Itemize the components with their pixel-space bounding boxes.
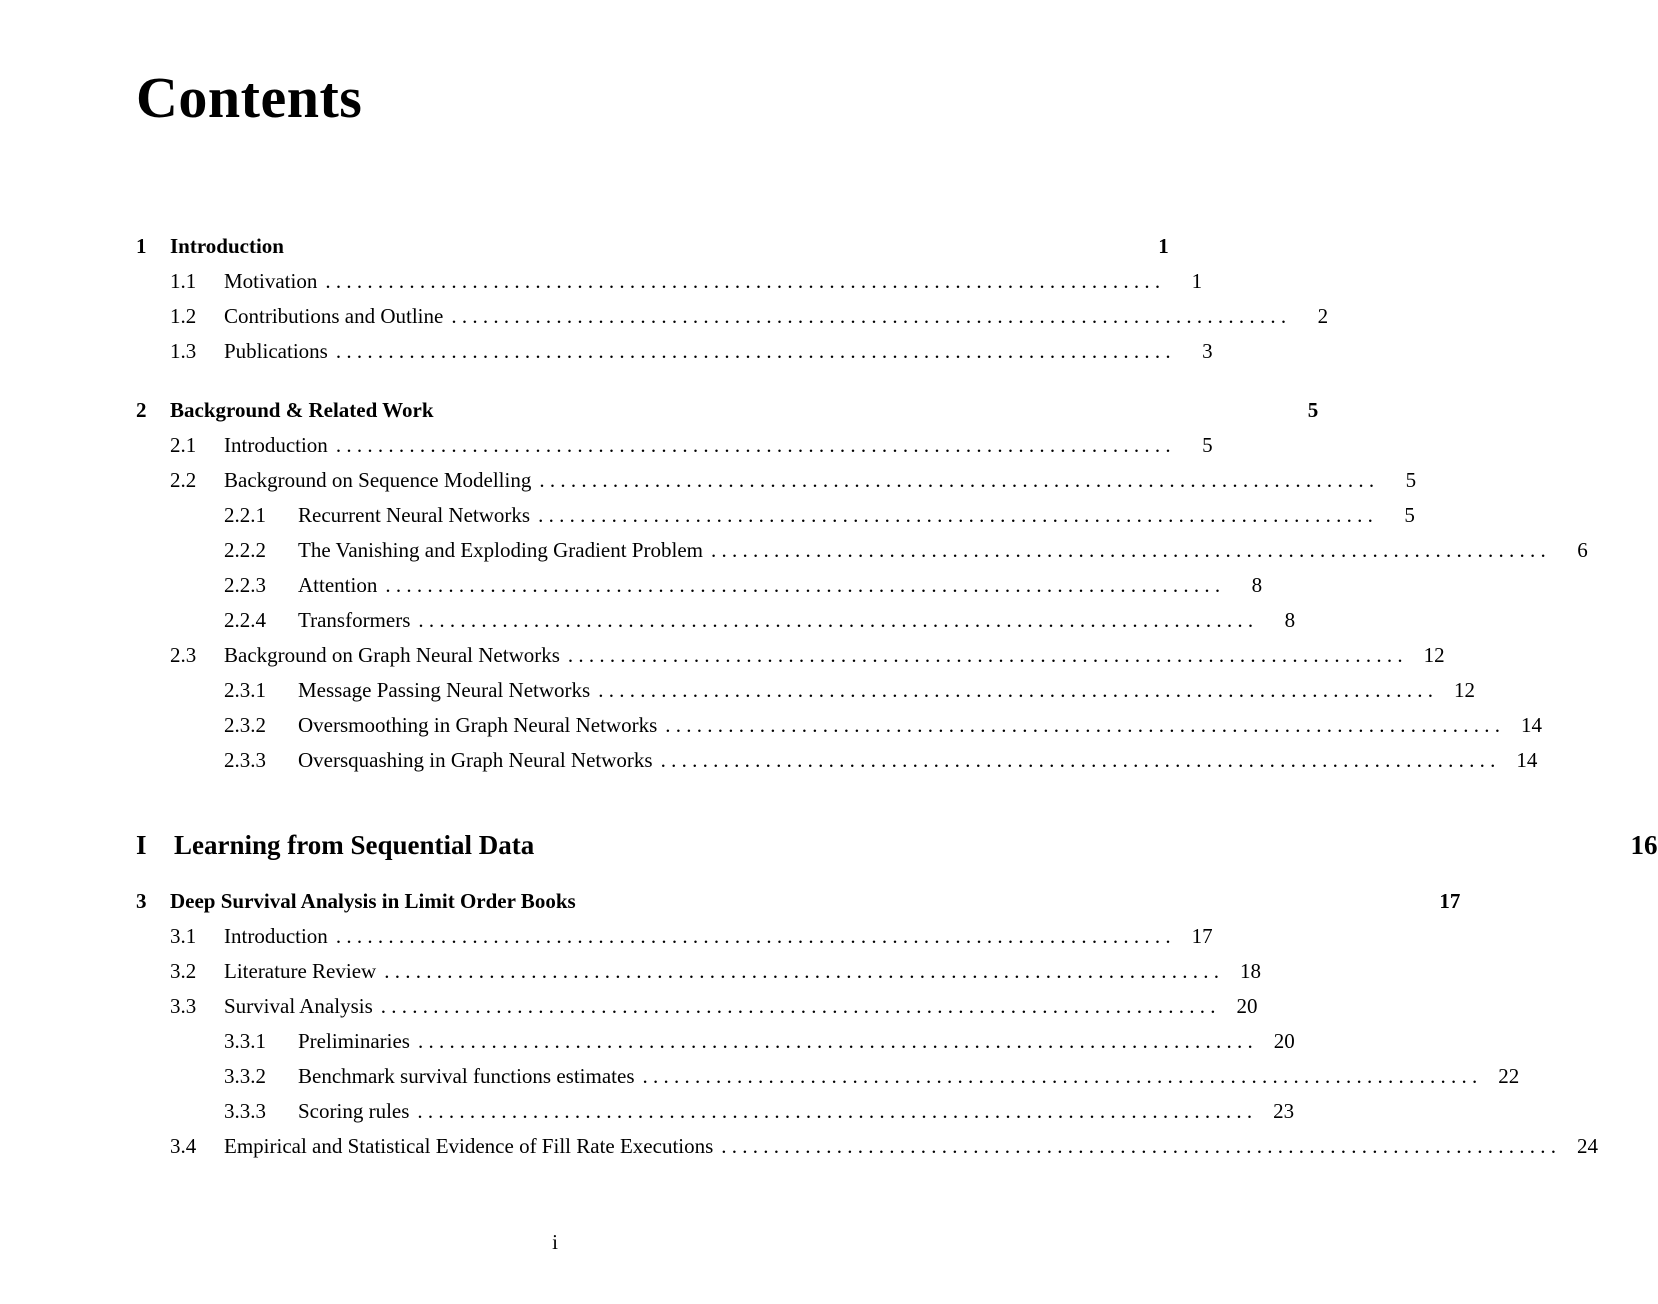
- toc-section-entry[interactable]: [136, 428, 1213, 463]
- entry-title: Background & Related Work: [170, 398, 434, 422]
- toc-subsection-entry[interactable]: [136, 533, 1588, 568]
- entry-title: Motivation: [224, 269, 318, 293]
- toc-subsection-entry[interactable]: [136, 743, 1538, 778]
- entry-title: Introduction: [170, 234, 284, 258]
- entry-number: 3.4: [170, 1134, 197, 1158]
- entry-number: 2: [136, 398, 147, 422]
- toc-section-entry[interactable]: [136, 264, 1203, 299]
- toc-subsection-entry[interactable]: [136, 498, 1415, 533]
- toc-section-entry[interactable]: [136, 463, 1417, 498]
- entry-title: Introduction: [224, 433, 328, 457]
- dot-leader: . . . . . . . . . . . . . . . . . . . . . . . . . . . . . . . . . . . . . . . . . . . . . . . . . . . . . . . . . . . . . . . . . . . . . . . . . . . . . . . .: [335, 433, 1171, 457]
- entry-number: 3.3.3: [224, 1099, 266, 1123]
- dot-leader: . . . . . . . . . . . . . . . . . . . . . . . . . . . . . . . . . . . . . . . . . . . . . . . . . . . . . . . . . . . . . . . . . . . . . . . . . . . . . . . .: [710, 538, 1546, 562]
- dot-leader: . . . . . . . . . . . . . . . . . . . . . . . . . . . . . . . . . . . . . . . . . . . . . . . . . . . . . . . . . . . . . . . . . . . . . . . . . . . . . . . .: [539, 468, 1375, 492]
- entry-page-number: 17: [1439, 889, 1461, 913]
- entry-number: 2.2.3: [224, 573, 266, 597]
- dot-leader: . . . . . . . . . . . . . . . . . . . . . . . . . . . . . . . . . . . . . . . . . . . . . . . . . . . . . . . . . . . . . . . . . . . . . . . . . . . . . . . .: [384, 959, 1219, 983]
- toc-subsection-entry[interactable]: [136, 1094, 1295, 1129]
- entry-title: Learning from Sequential Data: [174, 830, 535, 860]
- entry-page-number: 14: [1516, 748, 1538, 772]
- toc-section-entry[interactable]: [136, 954, 1261, 989]
- entry-page-number: 1: [1191, 269, 1203, 293]
- dot-leader: . . . . . . . . . . . . . . . . . . . . . . . . . . . . . . . . . . . . . . . . . . . . . . . . . . . . . . . . . . . . . . . . . . . . . . . . . . . . . . . .: [335, 339, 1171, 363]
- dot-leader: . . . . . . . . . . . . . . . . . . . . . . . . . . . . . . . . . . . . . . . . . . . . . . . . . . . . . . . . . . . . . . . . . . . . . . . . . . . . . . . .: [335, 924, 1171, 948]
- entry-page-number: 14: [1521, 713, 1543, 737]
- entry-number: 1: [136, 234, 147, 258]
- toc-section-entry[interactable]: [136, 989, 1258, 1024]
- toc-chapter-entry[interactable]: [136, 229, 1169, 264]
- table-of-contents: [136, 229, 1658, 1164]
- entry-page-number: 18: [1239, 959, 1261, 983]
- dot-leader: . . . . . . . . . . . . . . . . . . . . . . . . . . . . . . . . . . . . . . . . . . . . . . . . . . . . . . . . . . . . . . . . . . . . . . . . . . . . . . . .: [660, 748, 1496, 772]
- entry-number: 3.1: [170, 924, 197, 948]
- entry-title: Message Passing Neural Networks: [298, 678, 591, 702]
- entry-page-number: 17: [1191, 924, 1213, 948]
- entry-number: 2.3.3: [224, 748, 266, 772]
- dot-leader: . . . . . . . . . . . . . . . . . . . . . . . . . . . . . . . . . . . . . . . . . . . . . . . . . . . . . . . . . . . . . . . . . . . . . . . . . . . . . . . .: [642, 1064, 1478, 1088]
- entry-number: 3.3.2: [224, 1064, 266, 1088]
- dot-leader: . . . . . . . . . . . . . . . . . . . . . . . . . . . . . . . . . . . . . . . . . . . . . . . . . . . . . . . . . . . . . . . . . . . . . . . . . . . . . . . .: [567, 643, 1403, 667]
- toc-subsection-entry[interactable]: [136, 1059, 1520, 1094]
- page-title: Contents: [136, 65, 363, 130]
- toc-section-entry[interactable]: [136, 919, 1213, 954]
- entry-number: 3: [136, 889, 147, 913]
- toc-chapter-entry[interactable]: [136, 884, 1461, 919]
- entry-title: Benchmark survival functions estimates: [298, 1064, 635, 1088]
- entry-page-number: 24: [1577, 1134, 1599, 1158]
- entry-page-number: 20: [1236, 994, 1258, 1018]
- entry-page-number: 8: [1251, 573, 1263, 597]
- entry-title: Transformers: [298, 608, 411, 632]
- toc-subsection-entry[interactable]: [136, 568, 1263, 603]
- entry-page-number: 3: [1202, 339, 1213, 363]
- toc-section-entry[interactable]: [136, 334, 1213, 369]
- entry-page-number: 20: [1273, 1029, 1295, 1053]
- entry-title: Literature Review: [224, 959, 377, 983]
- dot-leader: . . . . . . . . . . . . . . . . . . . . . . . . . . . . . . . . . . . . . . . . . . . . . . . . . . . . . . . . . . . . . . . . . . . . . . . . . . . . . . . .: [385, 573, 1221, 597]
- entry-number: 1.1: [170, 269, 197, 293]
- dot-leader: . . . . . . . . . . . . . . . . . . . . . . . . . . . . . . . . . . . . . . . . . . . . . . . . . . . . . . . . . . . . . . . . . . . . . . . . . . . . . . . .: [665, 713, 1501, 737]
- entry-number: 1.3: [170, 339, 197, 363]
- toc-section-entry[interactable]: [136, 299, 1329, 334]
- entry-number: 2.3: [170, 643, 197, 667]
- entry-title: The Vanishing and Exploding Gradient Problem: [298, 538, 703, 562]
- entry-title: Scoring rules: [298, 1099, 410, 1123]
- toc-chapter-entry[interactable]: [136, 393, 1319, 428]
- toc-subsection-entry[interactable]: [136, 1024, 1295, 1059]
- entry-title: Deep Survival Analysis in Limit Order Books: [170, 889, 576, 913]
- dot-leader: . . . . . . . . . . . . . . . . . . . . . . . . . . . . . . . . . . . . . . . . . . . . . . . . . . . . . . . . . . . . . . . . . . . . . . . . . . . . . . . .: [325, 269, 1161, 293]
- entry-title: Preliminaries: [298, 1029, 410, 1053]
- entry-number: 2.2.4: [224, 608, 266, 632]
- dot-leader: . . . . . . . . . . . . . . . . . . . . . . . . . . . . . . . . . . . . . . . . . . . . . . . . . . . . . . . . . . . . . . . . . . . . . . . . . . . . . . . .: [451, 304, 1287, 328]
- entry-page-number: 5: [1307, 398, 1319, 422]
- dot-leader: . . . . . . . . . . . . . . . . . . . . . . . . . . . . . . . . . . . . . . . . . . . . . . . . . . . . . . . . . . . . . . . . . . . . . . . . . . . . . . . .: [598, 678, 1433, 702]
- dot-leader: . . . . . . . . . . . . . . . . . . . . . . . . . . . . . . . . . . . . . . . . . . . . . . . . . . . . . . . . . . . . . . . . . . . . . . . . . . . . . . . .: [418, 608, 1254, 632]
- entry-number: 2.3.1: [224, 678, 266, 702]
- entry-page-number: 5: [1405, 468, 1417, 492]
- entry-page-number: 1: [1158, 234, 1169, 258]
- entry-title: Survival Analysis: [224, 994, 373, 1018]
- dot-leader: . . . . . . . . . . . . . . . . . . . . . . . . . . . . . . . . . . . . . . . . . . . . . . . . . . . . . . . . . . . . . . . . . . . . . . . . . . . . . . . .: [538, 503, 1373, 527]
- entry-title: Contributions and Outline: [224, 304, 444, 328]
- toc-part-entry[interactable]: [136, 825, 1658, 865]
- entry-title: Recurrent Neural Networks: [298, 503, 531, 527]
- entry-title: Oversmoothing in Graph Neural Networks: [298, 713, 658, 737]
- entry-page-number: 12: [1423, 643, 1445, 667]
- toc-section-entry[interactable]: [136, 1129, 1599, 1164]
- entry-page-number: 23: [1273, 1099, 1295, 1123]
- entry-title: Oversquashing in Graph Neural Networks: [298, 748, 653, 772]
- entry-page-number: 22: [1498, 1064, 1520, 1088]
- dot-leader: . . . . . . . . . . . . . . . . . . . . . . . . . . . . . . . . . . . . . . . . . . . . . . . . . . . . . . . . . . . . . . . . . . . . . . . . . . . . . . . .: [417, 1029, 1253, 1053]
- entry-number: 3.3: [170, 994, 197, 1018]
- entry-number: 2.1: [170, 433, 197, 457]
- entry-number: 2.2: [170, 468, 197, 492]
- dot-leader: . . . . . . . . . . . . . . . . . . . . . . . . . . . . . . . . . . . . . . . . . . . . . . . . . . . . . . . . . . . . . . . . . . . . . . . . . . . . . . . .: [380, 994, 1216, 1018]
- entry-title: Background on Sequence Modelling: [224, 468, 532, 492]
- entry-number: 3.2: [170, 959, 197, 983]
- entry-title: Publications: [224, 339, 328, 363]
- toc-subsection-entry[interactable]: [136, 708, 1543, 743]
- entry-page-number: 8: [1284, 608, 1296, 632]
- entry-number: 2.2.2: [224, 538, 266, 562]
- entry-number: 3.3.1: [224, 1029, 266, 1053]
- entry-title: Empirical and Statistical Evidence of Fill Rate Executions: [224, 1134, 714, 1158]
- entry-page-number: 16: [1630, 830, 1658, 860]
- entry-number: 2.3.2: [224, 713, 266, 737]
- entry-page-number: 12: [1453, 678, 1475, 702]
- entry-number: 2.2.1: [224, 503, 266, 527]
- entry-page-number: 5: [1202, 433, 1213, 457]
- toc-section-entry[interactable]: [136, 638, 1445, 673]
- page-number: i: [552, 1230, 558, 1254]
- toc-subsection-entry[interactable]: [136, 673, 1475, 708]
- entry-title: Attention: [298, 573, 378, 597]
- toc-subsection-entry[interactable]: [136, 603, 1296, 638]
- entry-title: Introduction: [224, 924, 328, 948]
- entry-page-number: 6: [1577, 538, 1588, 562]
- entry-page-number: 2: [1317, 304, 1329, 328]
- entry-number: I: [136, 830, 147, 860]
- dot-leader: . . . . . . . . . . . . . . . . . . . . . . . . . . . . . . . . . . . . . . . . . . . . . . . . . . . . . . . . . . . . . . . . . . . . . . . . . . . . . . . .: [417, 1099, 1253, 1123]
- entry-page-number: 5: [1404, 503, 1415, 527]
- dot-leader: . . . . . . . . . . . . . . . . . . . . . . . . . . . . . . . . . . . . . . . . . . . . . . . . . . . . . . . . . . . . . . . . . . . . . . . . . . . . . . . .: [721, 1134, 1557, 1158]
- entry-number: 1.2: [170, 304, 197, 328]
- entry-title: Background on Graph Neural Networks: [224, 643, 560, 667]
